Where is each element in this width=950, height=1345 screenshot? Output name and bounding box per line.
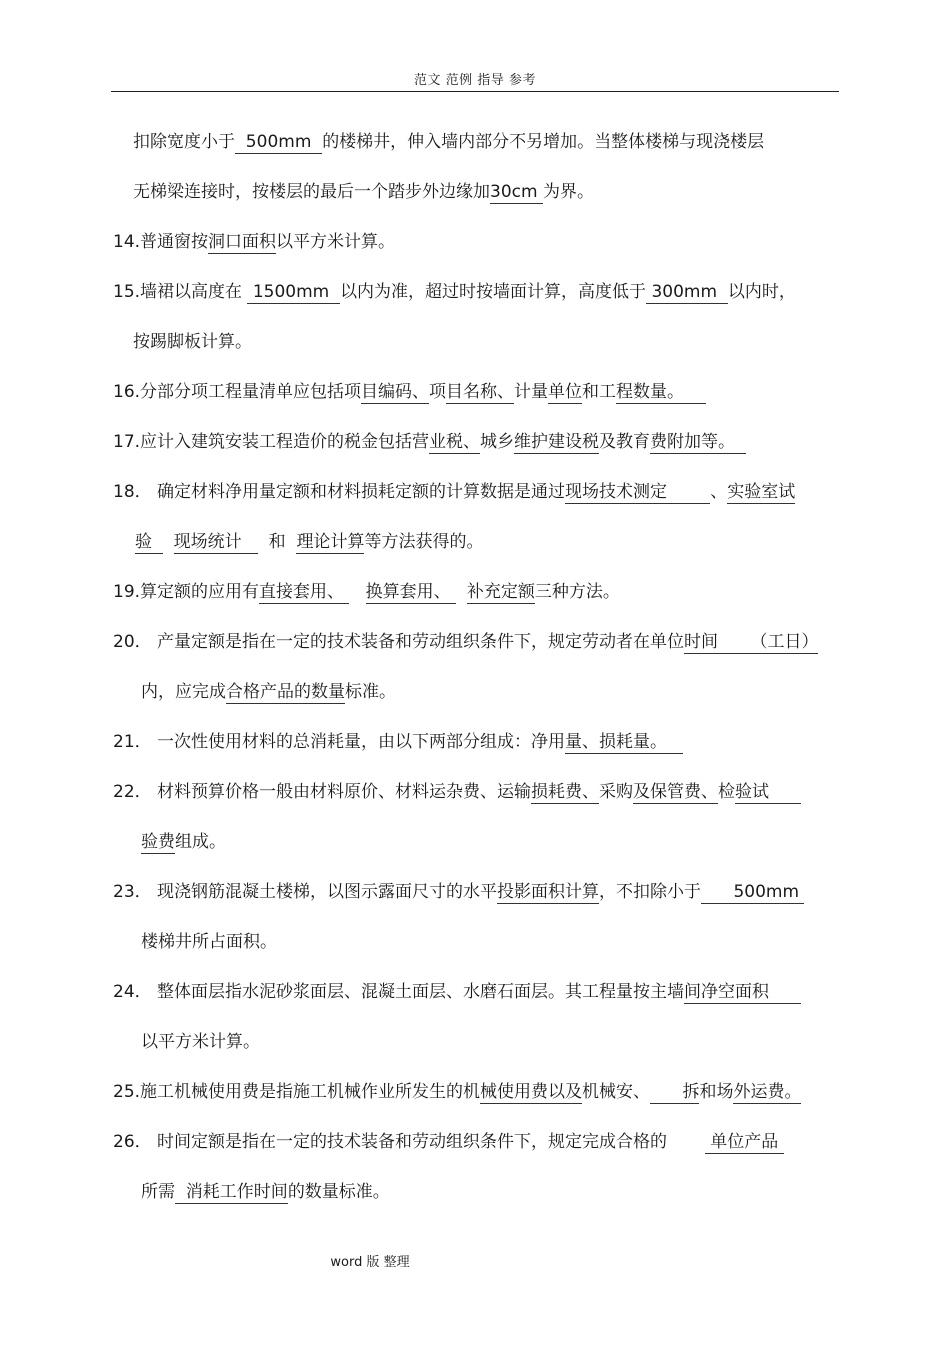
fill-in-answer: 单位 — [548, 382, 583, 402]
text-segment — [349, 582, 365, 602]
page-footer: word 版 整理 — [330, 1255, 410, 1270]
text-segment: 26． 时间定额是指在一定的技术装备和劳动组织条件下，规定完成合格的 — [113, 1132, 668, 1152]
text-line — [113, 481, 795, 503]
text-line — [113, 1131, 784, 1153]
text-segment: 扣除宽度小于 — [133, 132, 235, 152]
fill-in-answer: 械使用费以及 — [480, 1082, 583, 1102]
fill-in-answer: 量。 — [633, 732, 684, 752]
fill-in-answer: 维护建设税 — [514, 432, 600, 452]
fill-in-answer: 实验室试 — [727, 482, 796, 502]
fill-in-answer: 500mm — [235, 132, 323, 152]
text-segment: 项 — [429, 382, 447, 402]
fill-in-answer: 500mm — [701, 882, 805, 902]
fill-in-answer: 直接套用、 — [259, 582, 350, 602]
fill-in-answer: 1500mm — [247, 282, 341, 302]
text-segment: 20． 产量定额是指在一定的技术装备和劳动组织条件下，规定劳动者在单位 — [113, 632, 685, 652]
fill-in-answer: 补充定额 — [466, 582, 535, 602]
text-segment: 楼梯井所占面积。 — [141, 932, 277, 952]
text-segment: 组成。 — [175, 832, 226, 852]
text-segment: 和工 — [582, 382, 617, 402]
text-line — [113, 581, 620, 603]
fill-in-answer: 现场技术测定 — [565, 482, 711, 502]
text-segment: 21． 一次性使用材料的总消耗量，由以下两部分组成：净用 — [113, 732, 566, 752]
text-line — [141, 931, 277, 953]
text-segment: 18． 确定材料净用量定额和材料损耗定额的计算数据是通过 — [113, 482, 566, 502]
text-line — [133, 331, 252, 353]
text-segment: 、 — [710, 482, 728, 502]
text-line — [113, 781, 801, 803]
text-segment: 24． 整体面层指水泥砂浆面层、混凝土面层、水磨石面层。其工程量按主墙 — [113, 982, 685, 1002]
text-segment: 以平方米计算。 — [141, 1032, 260, 1052]
text-segment: 机械安、 — [582, 1082, 651, 1102]
fill-in-answer: 现场统计 — [173, 532, 258, 552]
text-line — [141, 1181, 390, 1203]
fill-in-answer: 换算套用、 — [365, 582, 457, 602]
text-segment: 的数量标准。 — [287, 1182, 390, 1202]
text-segment: 22． 材料预算价格一般由材料原价、材料运杂费、运输 — [113, 782, 532, 802]
text-segment: 等方法获得的。 — [364, 532, 484, 552]
fill-in-answer: 投影面积计算 — [497, 882, 600, 902]
text-line — [113, 281, 796, 303]
text-line — [133, 131, 764, 153]
fill-in-answer: 消耗工作时间 — [175, 1182, 288, 1202]
header-divider — [111, 91, 839, 92]
fill-in-answer: 洞口面积 — [208, 232, 277, 252]
text-segment: 标准。 — [345, 682, 396, 702]
text-segment — [163, 532, 174, 552]
text-segment: 内，应完成 — [141, 682, 226, 702]
fill-in-answer: 300mm — [646, 282, 728, 302]
fill-in-answer: 时间 （工日） — [684, 632, 819, 652]
text-segment: 城乡 — [480, 432, 515, 452]
fill-in-answer: 30cm — [490, 182, 543, 202]
text-segment: 检 — [718, 782, 736, 802]
fill-in-answer: 验费 — [141, 832, 175, 852]
text-segment: 以平方米计算。 — [276, 232, 396, 252]
fill-in-answer: 及保管费、 — [633, 782, 719, 802]
text-line — [135, 531, 483, 553]
text-line — [113, 381, 706, 403]
text-segment: 16.分部分项工程量清单应包括项 — [113, 382, 362, 402]
text-segment: 以内为准，超过时按墙面计算，高度低于 — [340, 282, 647, 302]
text-segment: 为界。 — [542, 182, 594, 202]
text-line — [113, 731, 683, 753]
fill-in-answer: 业税、 — [429, 432, 481, 452]
text-segment: 17.应计入建筑安装工程造价的税金包括营 — [113, 432, 430, 452]
text-line — [113, 631, 818, 653]
text-line — [133, 181, 594, 203]
text-segment: 计量 — [514, 382, 549, 402]
text-segment: 及教育 — [599, 432, 651, 452]
text-segment — [456, 582, 467, 602]
text-segment — [667, 1132, 705, 1152]
text-segment: 19.算定额的应用有 — [113, 582, 260, 602]
text-line — [113, 981, 801, 1003]
text-line — [113, 1081, 801, 1103]
text-segment: 14.普通窗按 — [113, 232, 209, 252]
page-header: 范文 范例 指导 参考 — [414, 73, 536, 88]
text-segment: 25.施工机械使用费是指施工机械作业所发生的机 — [113, 1082, 481, 1102]
text-line — [141, 1031, 260, 1053]
fill-in-answer: 验 — [135, 532, 163, 552]
text-segment: 所需 — [141, 1182, 175, 1202]
fill-in-answer: 单位产品 — [704, 1132, 784, 1152]
text-segment: 按踢脚板计算。 — [133, 332, 252, 352]
fill-in-answer: 理论计算 — [296, 532, 365, 552]
fill-in-answer: 目名称、 — [446, 382, 515, 402]
fill-in-answer: 拆 — [650, 1082, 700, 1102]
fill-in-answer: 合格产品的数量 — [226, 682, 345, 702]
fill-in-answer: 费附加等。 — [650, 432, 746, 452]
text-segment: 和场 — [699, 1082, 734, 1102]
fill-in-answer: 外运费。 — [733, 1082, 802, 1102]
text-segment: 15.墙裙以高度在 — [113, 282, 248, 302]
text-line — [141, 681, 396, 703]
text-segment: 以内时， — [727, 282, 796, 302]
fill-in-answer: 程数量。 — [616, 382, 706, 402]
text-line — [113, 431, 746, 453]
text-segment: 23． 现浇钢筋混凝土楼梯，以图示露面尺寸的水平 — [113, 882, 498, 902]
fill-in-answer: 验试 — [735, 782, 802, 802]
text-segment: ，不扣除小于 — [599, 882, 702, 902]
text-segment: 采购 — [599, 782, 634, 802]
text-line — [141, 831, 226, 853]
text-segment: 和 — [257, 532, 297, 552]
text-segment: 的楼梯井，伸入墙内部分不另增加。 — [322, 132, 595, 152]
fill-in-answer: 量、损耗 — [565, 732, 634, 752]
text-segment: 三种方法。 — [534, 582, 620, 602]
text-segment: 当整体楼梯与现浇楼层 — [594, 132, 765, 152]
text-segment: 无梯梁连接时，按楼层的最后一个踏步外边缘加 — [133, 182, 490, 202]
fill-in-answer: 间净空面积 — [684, 982, 802, 1002]
fill-in-answer: 目编码、 — [361, 382, 430, 402]
fill-in-answer: 损耗费、 — [531, 782, 600, 802]
text-line — [113, 881, 804, 903]
text-line — [113, 231, 395, 253]
